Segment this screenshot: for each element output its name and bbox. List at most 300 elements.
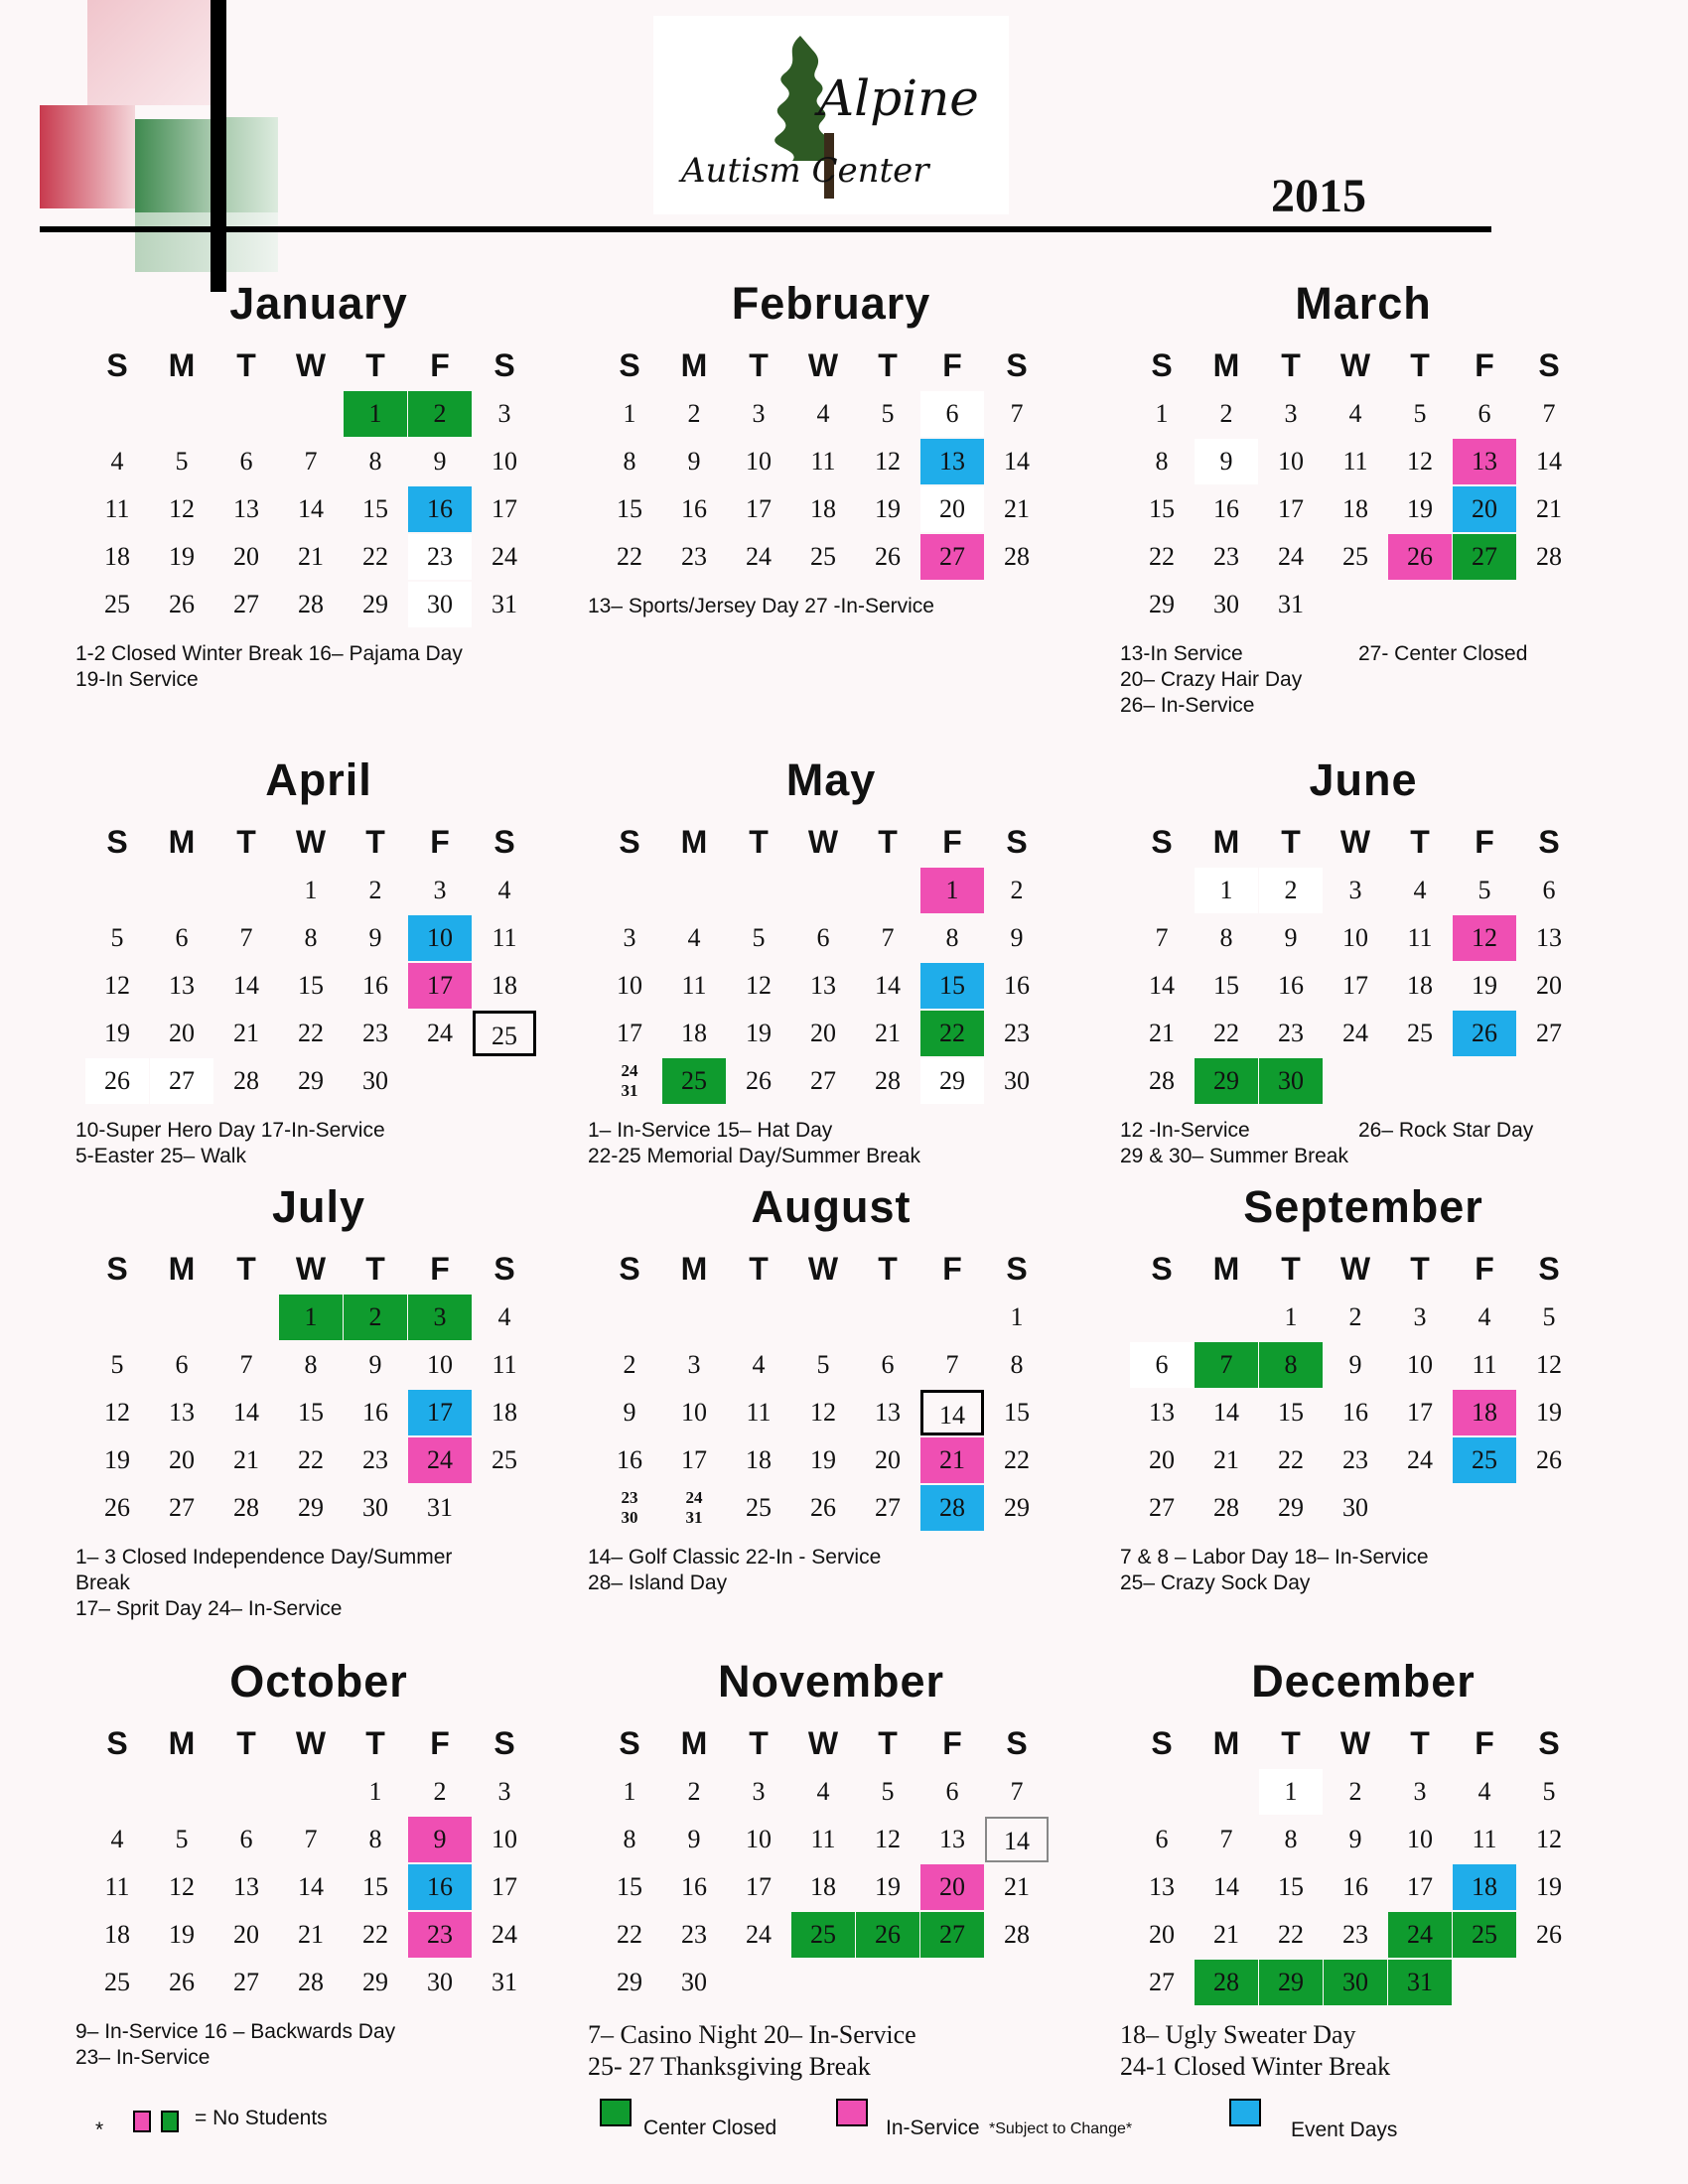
- day-cell: 11: [492, 923, 517, 952]
- day-cell: 20: [920, 1864, 984, 1910]
- day-cell: 4: [816, 1777, 830, 1806]
- day-cell: 27: [150, 1058, 213, 1104]
- weekday-header: T: [878, 1725, 898, 1761]
- day-cell: 15: [1149, 494, 1175, 523]
- month-note: 27- Center Closed: [1358, 642, 1528, 665]
- weekday-header: T: [1410, 1725, 1430, 1761]
- day-cell: 19: [104, 1445, 130, 1474]
- weekday-header: T: [1281, 347, 1301, 383]
- day-cell: 31: [1278, 590, 1304, 618]
- day-cell: 10: [408, 915, 472, 961]
- day-cell: 5: [752, 923, 766, 952]
- month-february: [588, 278, 1064, 754]
- day-cell: 11: [492, 1350, 517, 1379]
- day-cell: 12: [810, 1398, 836, 1427]
- day-cell: 5: [110, 1350, 124, 1379]
- day-cell: 30: [1324, 1960, 1387, 2005]
- day-cell: 23: [681, 1920, 707, 1949]
- month-note: 9– In-Service 16 – Backwards Day: [75, 2020, 396, 2043]
- day-cell: 23: [408, 534, 472, 580]
- day-cell: 22: [617, 1920, 642, 1949]
- vertical-rule: [211, 0, 226, 292]
- day-cell: 22: [362, 542, 388, 571]
- day-cell: 21: [1004, 1872, 1030, 1901]
- day-cell: 16: [362, 971, 388, 1000]
- weekday-header: T: [365, 1251, 385, 1287]
- day-cell: 1: [1155, 399, 1169, 428]
- day-cell: 6: [945, 1777, 959, 1806]
- day-cell: 29: [617, 1968, 642, 1996]
- day-cell: 24: [427, 1019, 453, 1047]
- month-note: 20– Crazy Hair Day: [1120, 668, 1303, 691]
- day-cell: 10: [1278, 447, 1304, 476]
- month-april: [75, 754, 552, 1231]
- day-cell: 3: [1348, 876, 1362, 904]
- day-cell: 23: [408, 1912, 472, 1958]
- day-cell: 10: [1407, 1825, 1433, 1853]
- day-number: 24: [621, 1061, 638, 1080]
- day-cell: 7: [239, 1350, 253, 1379]
- day-cell: 17: [1407, 1872, 1433, 1901]
- day-cell: 26: [875, 542, 901, 571]
- day-cell: 5: [175, 447, 189, 476]
- day-cell: 11: [1472, 1350, 1497, 1379]
- weekday-header: S: [1538, 824, 1560, 860]
- weekday-header: F: [1475, 1725, 1494, 1761]
- day-cell: 10: [1407, 1350, 1433, 1379]
- day-cell: 28: [1004, 542, 1030, 571]
- day-cell: 13: [810, 971, 836, 1000]
- weekday-header: S: [1151, 1251, 1173, 1287]
- day-cell: 25: [746, 1493, 772, 1522]
- day-cell: 12: [1453, 915, 1516, 961]
- month-title: September: [1243, 1181, 1483, 1232]
- day-cell: 31: [1388, 1960, 1452, 2005]
- day-cell: 21: [1213, 1920, 1239, 1949]
- day-cell: 16: [681, 1872, 707, 1901]
- day-cell: 14: [1004, 447, 1030, 476]
- weekday-header: W: [1339, 1725, 1371, 1761]
- weekday-header: T: [749, 347, 769, 383]
- day-cell: 16: [617, 1445, 642, 1474]
- legend-center-closed-label: Center Closed: [643, 2116, 777, 2139]
- weekday-header: S: [1006, 824, 1028, 860]
- day-cell: 17: [1278, 494, 1304, 523]
- day-cell: 15: [617, 494, 642, 523]
- day-cell: 19: [104, 1019, 130, 1047]
- day-cell: 24: [1342, 1019, 1368, 1047]
- month-october: [75, 1656, 552, 2132]
- day-cell: 6: [881, 1350, 895, 1379]
- day-cell: 17: [746, 494, 772, 523]
- day-cell: 18: [492, 971, 517, 1000]
- day-number: 31: [621, 1081, 638, 1100]
- day-cell: 21: [1213, 1445, 1239, 1474]
- calendar-year: 2015: [1271, 170, 1366, 222]
- day-cell: 8: [304, 923, 318, 952]
- decorative-pale-green-square: [135, 212, 278, 272]
- decorative-green-square: [135, 119, 211, 212]
- day-cell: 1: [1195, 868, 1258, 913]
- day-cell: 8: [1259, 1342, 1323, 1388]
- day-cell: 20: [233, 542, 259, 571]
- day-cell: 12: [1536, 1350, 1562, 1379]
- day-cell: 20: [1453, 486, 1516, 532]
- day-cell: 7: [1219, 1825, 1233, 1853]
- day-cell: 7: [1542, 399, 1556, 428]
- month-title: March: [1295, 278, 1432, 329]
- day-cell: 16: [1278, 971, 1304, 1000]
- day-cell: 19: [746, 1019, 772, 1047]
- day-cell: 4: [1413, 876, 1427, 904]
- weekday-header: S: [619, 1251, 640, 1287]
- day-cell: 3: [1413, 1302, 1427, 1331]
- day-cell: 29: [362, 590, 388, 618]
- day-cell: 22: [298, 1445, 324, 1474]
- month-note: 14– Golf Classic 22-In - Service: [588, 1546, 882, 1569]
- day-cell: 23: [362, 1445, 388, 1474]
- day-cell: 24: [746, 1920, 772, 1949]
- day-cell: 6: [816, 923, 830, 952]
- day-cell: 28: [233, 1493, 259, 1522]
- weekday-header: S: [493, 347, 515, 383]
- day-cell: 16: [681, 494, 707, 523]
- decorative-pink-square: [87, 0, 212, 105]
- day-cell: 29: [1278, 1493, 1304, 1522]
- day-cell: 30: [362, 1493, 388, 1522]
- day-cell: 28: [1536, 542, 1562, 571]
- day-cell: 22: [617, 542, 642, 571]
- day-cell: 22: [1278, 1920, 1304, 1949]
- day-cell: 8: [1010, 1350, 1024, 1379]
- day-cell: 28: [298, 1968, 324, 1996]
- weekday-header: W: [807, 824, 839, 860]
- day-cell: 19: [875, 1872, 901, 1901]
- weekday-header: T: [749, 1725, 769, 1761]
- day-cell: 13: [1149, 1398, 1175, 1427]
- weekday-header: T: [236, 347, 256, 383]
- decorative-red-square: [40, 105, 135, 208]
- weekday-header: T: [749, 824, 769, 860]
- day-cell: 19: [875, 494, 901, 523]
- day-cell: 17: [746, 1872, 772, 1901]
- day-cell: 18: [810, 1872, 836, 1901]
- day-cell: 7: [1195, 1342, 1258, 1388]
- month-september: [1120, 1181, 1597, 1658]
- weekday-header: F: [942, 1725, 962, 1761]
- month-note: 22-25 Memorial Day/Summer Break: [588, 1145, 920, 1167]
- logo-title: Alpine: [818, 69, 979, 127]
- day-cell: 7: [239, 923, 253, 952]
- day-cell: 6: [175, 923, 189, 952]
- day-cell: 4: [110, 1825, 124, 1853]
- day-cell: 25: [1407, 1019, 1433, 1047]
- legend: [0, 2095, 1688, 2154]
- weekday-header: S: [106, 347, 128, 383]
- weekday-header: S: [493, 824, 515, 860]
- weekday-header: F: [430, 1725, 450, 1761]
- weekday-header: T: [1410, 1251, 1430, 1287]
- month-note: 29 & 30– Summer Break: [1120, 1145, 1348, 1167]
- day-cell: 18: [104, 1920, 130, 1949]
- weekday-header: S: [1006, 347, 1028, 383]
- day-cell: 26: [856, 1912, 919, 1958]
- month-title: December: [1251, 1656, 1476, 1706]
- day-cell: 21: [1004, 494, 1030, 523]
- legend-green-swatch: [161, 2111, 179, 2132]
- day-cell: 12: [1536, 1825, 1562, 1853]
- day-cell: 2: [1219, 399, 1233, 428]
- day-cell: 15: [1004, 1398, 1030, 1427]
- day-cell: 15: [362, 1872, 388, 1901]
- weekday-header: T: [1281, 824, 1301, 860]
- day-cell: 18: [104, 542, 130, 571]
- month-note: 12 -In-Service: [1120, 1119, 1250, 1142]
- day-cell: 28: [1004, 1920, 1030, 1949]
- day-cell: 30: [427, 1968, 453, 1996]
- weekday-header: S: [493, 1251, 515, 1287]
- day-cell: 7: [1010, 1777, 1024, 1806]
- day-cell: 6: [1130, 1342, 1194, 1388]
- day-cell: 3: [752, 399, 766, 428]
- day-cell: 11: [1342, 447, 1368, 476]
- day-cell: 4: [497, 1302, 511, 1331]
- weekday-header: M: [680, 1725, 708, 1761]
- weekday-header: W: [295, 1725, 327, 1761]
- day-cell: 30: [1213, 590, 1239, 618]
- day-cell: 20: [1536, 971, 1562, 1000]
- day-cell: 29: [298, 1066, 324, 1095]
- day-cell: 15: [298, 971, 324, 1000]
- day-cell: 26: [169, 1968, 195, 1996]
- day-cell: 10: [492, 447, 517, 476]
- day-cell: 14: [298, 494, 324, 523]
- day-cell: 20: [169, 1019, 195, 1047]
- day-cell: 25: [810, 542, 836, 571]
- day-cell: 1: [1259, 1769, 1323, 1815]
- weekday-header: S: [619, 824, 640, 860]
- day-cell: 2: [1259, 868, 1323, 913]
- day-cell: 5: [1477, 876, 1491, 904]
- day-cell: 26: [1388, 534, 1452, 580]
- day-cell: 17: [408, 963, 472, 1009]
- month-title: August: [751, 1181, 912, 1232]
- weekday-header: M: [168, 1251, 196, 1287]
- month-note: 13-In Service: [1120, 642, 1243, 665]
- day-cell: 15: [920, 963, 984, 1009]
- day-cell: 8: [1155, 447, 1169, 476]
- day-cell: 15: [1278, 1872, 1304, 1901]
- weekday-header: T: [236, 1725, 256, 1761]
- day-cell: 18: [746, 1445, 772, 1474]
- day-cell: 3: [497, 1777, 511, 1806]
- day-cell: 27: [920, 1912, 984, 1958]
- day-cell: 1: [623, 1777, 636, 1806]
- day-cell: 24: [1278, 542, 1304, 571]
- weekday-header: M: [680, 824, 708, 860]
- day-cell: 21: [298, 1920, 324, 1949]
- day-cell: 10: [427, 1350, 453, 1379]
- day-cell: 14: [1213, 1872, 1239, 1901]
- day-cell: 25: [1453, 1912, 1516, 1958]
- weekday-header: M: [680, 1251, 708, 1287]
- weekday-header: F: [1475, 1251, 1494, 1287]
- legend-event-swatch: [1229, 2099, 1261, 2126]
- day-cell: 17: [617, 1019, 642, 1047]
- day-cell: 4: [1348, 399, 1362, 428]
- day-cell: 1: [304, 876, 318, 904]
- day-cell: 12: [104, 971, 130, 1000]
- day-cell: 19: [169, 1920, 195, 1949]
- weekday-header: F: [942, 347, 962, 383]
- day-cell: 28: [920, 1485, 984, 1531]
- day-cell: 16: [1004, 971, 1030, 1000]
- day-cell: [662, 1485, 726, 1531]
- month-title: June: [1309, 754, 1418, 805]
- day-cell: [598, 1058, 661, 1104]
- day-cell: 4: [1477, 1302, 1491, 1331]
- weekday-header: M: [1212, 824, 1240, 860]
- day-cell: 25: [1342, 542, 1368, 571]
- day-number: 31: [685, 1508, 703, 1527]
- weekday-header: S: [106, 824, 128, 860]
- day-cell: 12: [169, 494, 195, 523]
- day-cell: 15: [362, 494, 388, 523]
- month-november: [588, 1656, 1064, 2132]
- day-cell: 15: [1278, 1398, 1304, 1427]
- day-cell: 21: [233, 1019, 259, 1047]
- day-cell: 13: [1149, 1872, 1175, 1901]
- day-cell: 11: [810, 447, 836, 476]
- day-cell: 13: [233, 494, 259, 523]
- month-august: [588, 1181, 1064, 1658]
- day-cell: 28: [1195, 1960, 1258, 2005]
- day-cell: 21: [875, 1019, 901, 1047]
- day-cell: 12: [169, 1872, 195, 1901]
- weekday-header: S: [1538, 1725, 1560, 1761]
- day-cell: 1: [368, 1777, 382, 1806]
- day-cell: 14: [875, 971, 901, 1000]
- day-cell: 23: [362, 1019, 388, 1047]
- day-cell: 20: [1149, 1920, 1175, 1949]
- day-cell: 22: [1149, 542, 1175, 571]
- day-cell: 26: [104, 1493, 130, 1522]
- weekday-header: S: [1538, 1251, 1560, 1287]
- day-cell: 25: [662, 1058, 726, 1104]
- day-cell: 28: [1149, 1066, 1175, 1095]
- weekday-header: W: [295, 1251, 327, 1287]
- day-cell: 22: [1004, 1445, 1030, 1474]
- legend-pink-swatch: [133, 2111, 151, 2132]
- day-number: 23: [621, 1488, 638, 1507]
- day-cell: 22: [298, 1019, 324, 1047]
- day-cell: 8: [304, 1350, 318, 1379]
- day-cell: 27: [169, 1493, 195, 1522]
- month-title: May: [785, 754, 877, 805]
- day-cell: 14: [1213, 1398, 1239, 1427]
- day-cell: 20: [1149, 1445, 1175, 1474]
- day-cell: 2: [433, 1777, 447, 1806]
- month-title: October: [229, 1656, 408, 1706]
- weekday-header: S: [106, 1251, 128, 1287]
- weekday-header: F: [1475, 824, 1494, 860]
- day-cell: 8: [623, 1825, 636, 1853]
- month-title: January: [229, 278, 408, 329]
- weekday-header: S: [106, 1725, 128, 1761]
- day-cell: 14: [985, 1817, 1049, 1862]
- month-title: February: [731, 278, 931, 329]
- month-note: 26– Rock Star Day: [1358, 1119, 1534, 1142]
- day-cell: 16: [1213, 494, 1239, 523]
- weekday-header: M: [168, 1725, 196, 1761]
- day-cell: 23: [1342, 1445, 1368, 1474]
- day-cell: 14: [233, 1398, 259, 1427]
- month-note: 23– In-Service: [75, 2046, 211, 2069]
- day-cell: 17: [681, 1445, 707, 1474]
- day-cell: 30: [362, 1066, 388, 1095]
- day-cell: 3: [497, 399, 511, 428]
- day-cell: 9: [408, 1817, 472, 1862]
- day-cell: 27: [1453, 534, 1516, 580]
- day-cell: 6: [239, 447, 253, 476]
- day-cell: 18: [1342, 494, 1368, 523]
- day-cell: 29: [1195, 1058, 1258, 1104]
- weekday-header: F: [430, 347, 450, 383]
- weekday-header: T: [365, 1725, 385, 1761]
- day-cell: 22: [1213, 1019, 1239, 1047]
- horizontal-rule: [40, 226, 1491, 232]
- weekday-header: W: [807, 1251, 839, 1287]
- day-cell: 4: [752, 1350, 766, 1379]
- day-cell: 29: [362, 1968, 388, 1996]
- weekday-header: T: [236, 1251, 256, 1287]
- day-cell: 10: [746, 447, 772, 476]
- weekday-header: S: [1006, 1725, 1028, 1761]
- day-cell: 14: [1149, 971, 1175, 1000]
- day-cell: 4: [687, 923, 701, 952]
- day-cell: 26: [1453, 1011, 1516, 1056]
- day-cell: 5: [816, 1350, 830, 1379]
- day-cell: 13: [1536, 923, 1562, 952]
- day-cell: 25: [473, 1011, 536, 1056]
- month-note: 17– Sprit Day 24– In-Service: [75, 1597, 343, 1620]
- day-cell: 2: [344, 1295, 407, 1340]
- day-cell: 20: [875, 1445, 901, 1474]
- day-cell: 6: [1477, 399, 1491, 428]
- day-cell: 26: [746, 1066, 772, 1095]
- day-number: 30: [621, 1508, 638, 1527]
- month-note: 7– Casino Night 20– In-Service: [588, 2020, 916, 2049]
- weekday-header: S: [1151, 824, 1173, 860]
- weekday-header: M: [168, 347, 196, 383]
- month-title: November: [717, 1656, 945, 1706]
- day-cell: 7: [1010, 399, 1024, 428]
- day-cell: 11: [746, 1398, 772, 1427]
- day-cell: 3: [687, 1350, 701, 1379]
- day-cell: 21: [1536, 494, 1562, 523]
- day-cell: 18: [1453, 1390, 1516, 1435]
- day-cell: 12: [104, 1398, 130, 1427]
- month-note: 24-1 Closed Winter Break: [1120, 2052, 1391, 2081]
- day-cell: 27: [875, 1493, 901, 1522]
- day-cell: 7: [304, 447, 318, 476]
- day-cell: 24: [492, 1920, 517, 1949]
- day-cell: 1: [623, 399, 636, 428]
- day-cell: 11: [810, 1825, 836, 1853]
- day-cell: 8: [368, 1825, 382, 1853]
- day-cell: 7: [881, 923, 895, 952]
- day-cell: 9: [687, 1825, 701, 1853]
